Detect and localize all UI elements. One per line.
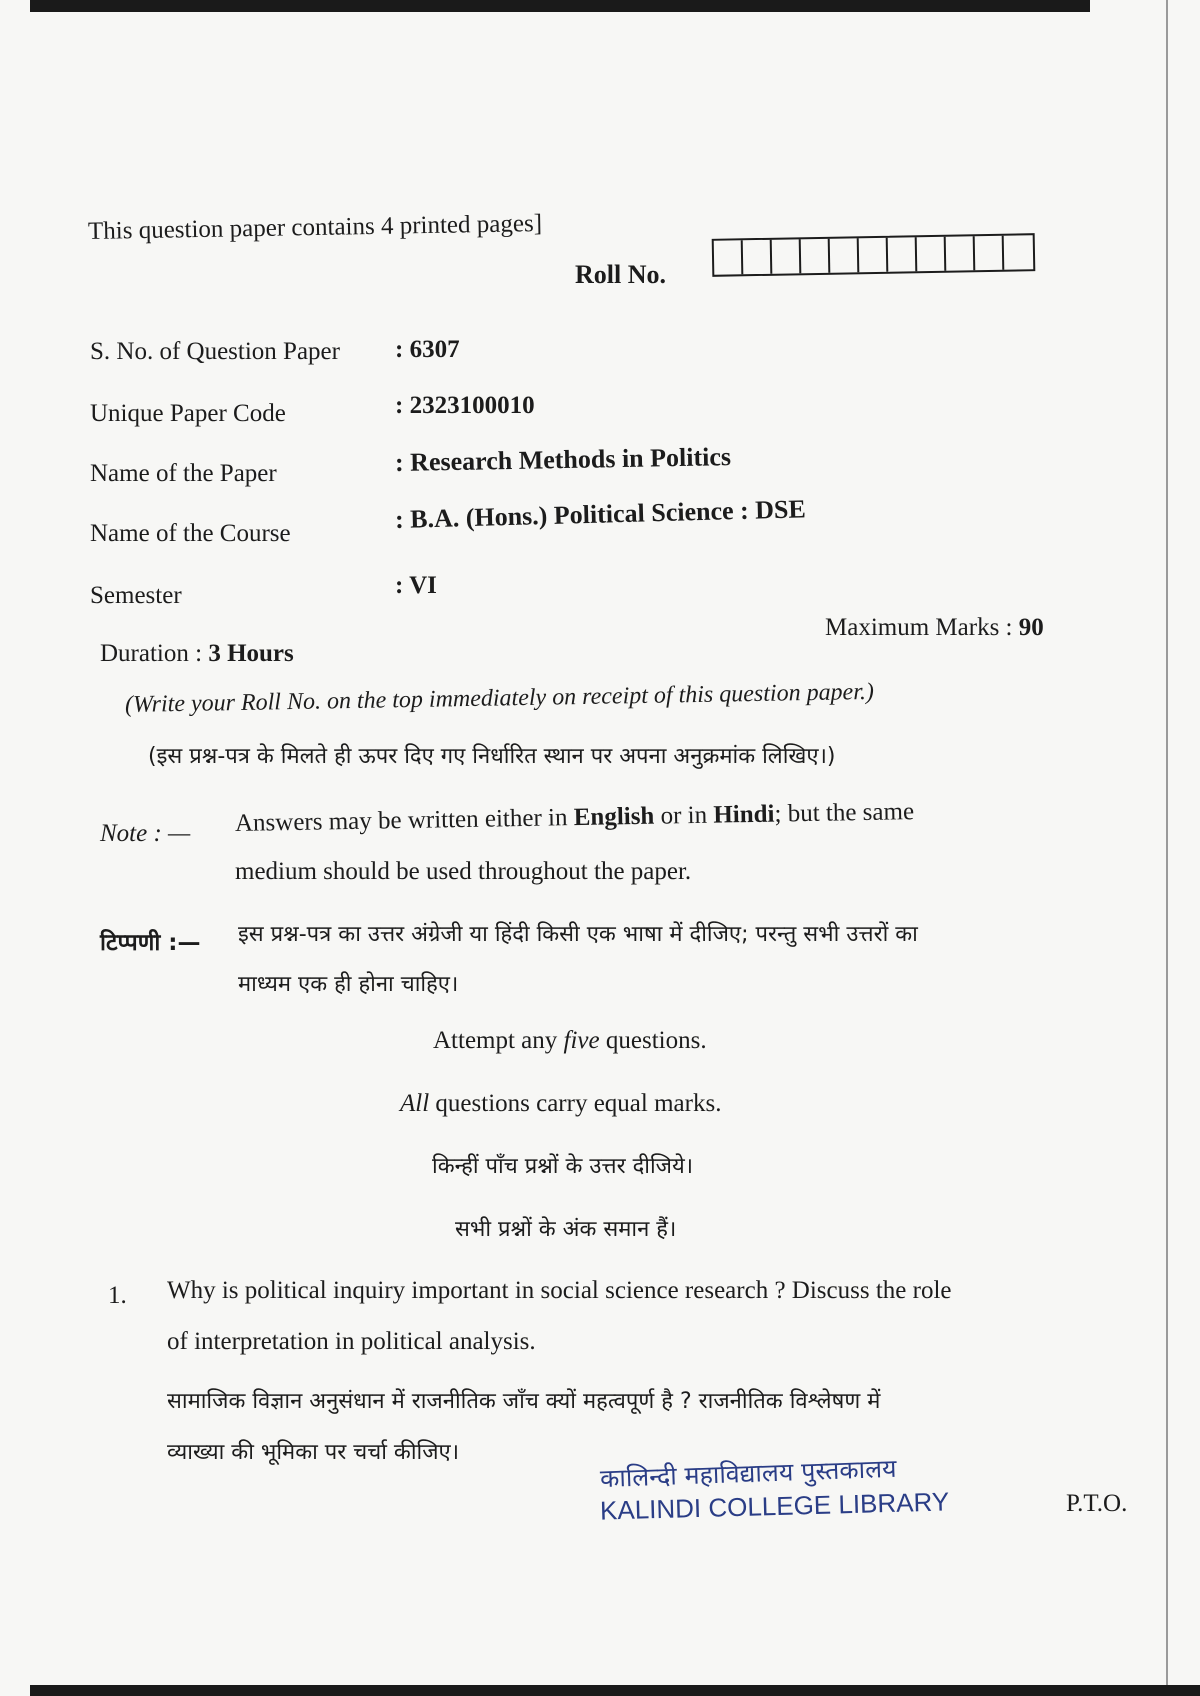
note-text-part2: or in <box>654 801 714 830</box>
field-value-paper-code: : 2323100010 <box>395 392 535 419</box>
bottom-scan-border <box>30 1685 1200 1696</box>
field-value-semester: : VI <box>395 572 437 599</box>
note-hindi-word: Hindi <box>713 800 775 829</box>
field-label-semester: Semester <box>90 582 182 609</box>
question-1-hindi-line-2: व्याख्या की भूमिका पर चर्चा कीजिए। <box>167 1440 460 1465</box>
tippani-label: टिप्पणी :— <box>100 930 201 956</box>
field-label-course-name: Name of the Course <box>90 520 291 547</box>
duration-label: Duration : <box>100 640 203 667</box>
note-text-part3: ; but the same <box>774 798 915 828</box>
attempt-text-post: questions. <box>599 1027 707 1054</box>
roll-no-box[interactable] <box>917 237 947 272</box>
library-stamp-hindi: कालिन्दी महाविद्यालय पुस्तकालय <box>599 1453 897 1494</box>
page-right-edge <box>1166 0 1168 1696</box>
maximum-marks-value: 90 <box>1018 614 1044 641</box>
field-value-paper-name: : Research Methods in Politics <box>394 442 732 477</box>
roll-no-boxes[interactable] <box>712 233 1036 277</box>
equal-marks-rest: questions carry equal marks. <box>429 1090 722 1117</box>
roll-no-box[interactable] <box>888 237 918 272</box>
field-label-paper-code: Unique Paper Code <box>90 400 286 427</box>
roll-no-box[interactable] <box>743 240 773 275</box>
tippani-line-1: इस प्रश्न-पत्र का उत्तर अंग्रेजी या हिंदी किसी एक भाषा में दीजिए; परन्तु सभी उत्तरों का <box>238 922 918 947</box>
hindi-attempt-instruction: किन्हीं पाँच प्रश्नों के उत्तर दीजिये। <box>432 1154 694 1179</box>
roll-no-box[interactable] <box>801 239 831 274</box>
question-1-english-line-2: of interpretation in political analysis. <box>167 1328 536 1355</box>
roll-instruction-english: (Write your Roll No. on the top immediately on receipt of this question paper.) <box>124 678 875 718</box>
roll-no-box[interactable] <box>946 236 976 271</box>
maximum-marks-label: Maximum Marks : <box>825 614 1013 641</box>
pto-label: P.T.O. <box>1066 1490 1128 1517</box>
pages-note: This question paper contains 4 printed pages] <box>87 210 543 245</box>
top-scan-border <box>30 0 1090 12</box>
tippani-line-2: माध्यम एक ही होना चाहिए। <box>238 972 459 997</box>
note-line-2: medium should be used throughout the paper. <box>235 858 692 885</box>
question-number: 1. <box>108 1282 127 1309</box>
field-label-paper-name: Name of the Paper <box>90 460 277 487</box>
equal-marks-instruction <box>400 1090 721 1118</box>
roll-instruction-hindi: (इस प्रश्न-पत्र के मिलते ही ऊपर दिए गए निर्धारित स्थान पर अपना अनुक्रमांक लिखिए।) <box>148 744 836 769</box>
question-1-hindi-line-1: सामाजिक विज्ञान अनुसंधान में राजनीतिक जाँच क्यों महत्वपूर्ण है ? राजनीतिक विश्लेषण में <box>167 1389 881 1414</box>
attempt-text-pre: Attempt any <box>433 1027 564 1054</box>
duration <box>100 640 294 668</box>
attempt-instruction <box>433 1027 707 1055</box>
field-label-serial: S. No. of Question Paper <box>90 338 340 365</box>
roll-no-box[interactable] <box>975 236 1005 271</box>
note-english-word: English <box>573 802 655 832</box>
equal-marks-all-word: All <box>400 1090 430 1117</box>
field-value-course-name: : B.A. (Hons.) Political Science : DSE <box>394 494 807 534</box>
roll-no-box[interactable] <box>830 238 860 273</box>
roll-no-box[interactable] <box>859 238 889 273</box>
note-line-1 <box>235 798 915 838</box>
question-1-english-line-1: Why is political inquiry important in social science research ? Discuss the role <box>167 1277 952 1304</box>
field-value-serial: : 6307 <box>395 336 460 363</box>
roll-no-label: Roll No. <box>575 260 666 289</box>
library-stamp <box>599 1453 950 1526</box>
hindi-equal-marks-instruction: सभी प्रश्नों के अंक समान हैं। <box>455 1217 677 1242</box>
attempt-text-five: five <box>563 1027 600 1054</box>
roll-no-box[interactable] <box>772 239 802 274</box>
roll-no-box[interactable] <box>1004 235 1034 270</box>
roll-no-box[interactable] <box>714 240 744 275</box>
note-label: Note : — <box>100 820 191 847</box>
duration-value: 3 Hours <box>208 640 294 667</box>
maximum-marks <box>825 614 1044 642</box>
library-stamp-english: KALINDI COLLEGE LIBRARY <box>599 1486 950 1526</box>
note-text-part1: Answers may be written either in <box>234 804 574 837</box>
